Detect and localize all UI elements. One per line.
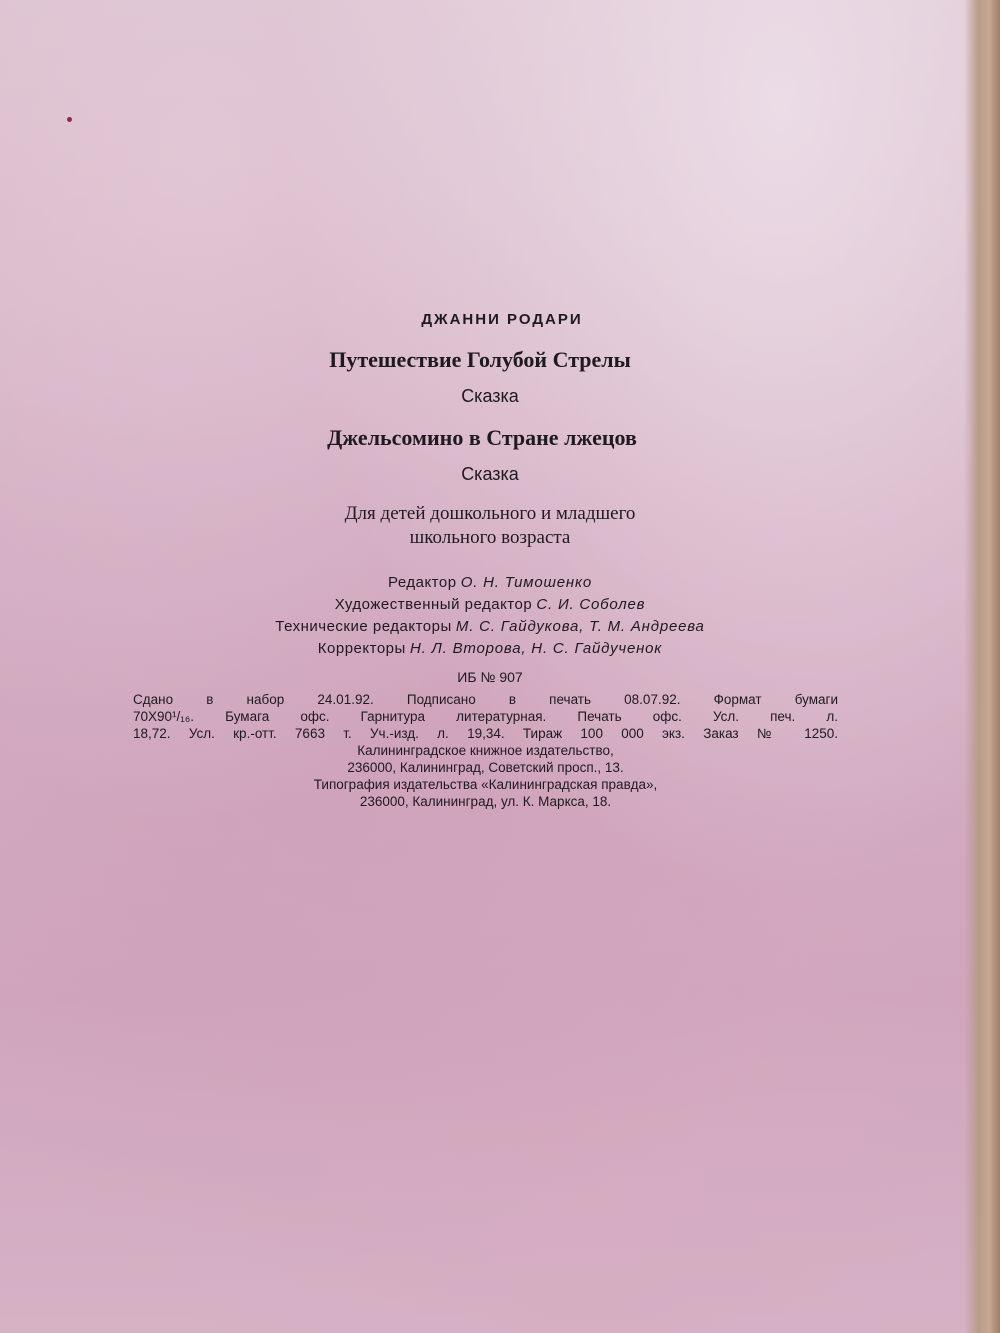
imprint-line: Сдано в набор 24.01.92. Подписано в печать 08.07.92. Формат бумаги — [133, 692, 838, 707]
credit-editor — [0, 572, 980, 594]
page-edge — [964, 0, 1000, 1333]
work-title-1: Путешествие Голубой Стрелы — [329, 347, 631, 372]
publisher-address: 236000, Калининград, Советский просп., 13. — [347, 760, 624, 775]
work-title-2: Джельсомино в Стране лжецов — [327, 425, 637, 450]
imprint-block — [133, 691, 838, 810]
credit-names: М. С. Гайдукова, Т. М. Андреева — [455, 618, 705, 635]
credit-proofreaders — [0, 638, 980, 660]
credit-role: Художественный редактор — [334, 596, 533, 613]
credit-names: О. Н. Тимошенко — [460, 574, 593, 591]
credit-role: Редактор — [387, 574, 457, 591]
printer-address: 236000, Калининград, ул. К. Маркса, 18. — [359, 794, 612, 809]
work-genre-2: Сказка — [461, 464, 519, 484]
publisher-line: Калининградское книжное издательство, — [357, 743, 614, 758]
credit-role: Корректоры — [317, 640, 406, 657]
printer-line: Типография издательства «Калининградская правда», — [313, 777, 658, 792]
credit-names: Н. Л. Второва, Н. С. Гайдученок — [409, 640, 663, 657]
imprint-line: 70Х90¹/₁₆. Бумага офс. Гарнитура литературная. Печать офс. Усл. печ. л. — [133, 709, 838, 724]
credit-names: С. И. Соболев — [536, 596, 646, 613]
credit-art-editor — [0, 594, 980, 616]
credit-role: Технические редакторы — [275, 618, 452, 635]
audience-line-2: школьного возраста — [409, 527, 571, 548]
ink-speck — [67, 117, 72, 122]
work-genre-1: Сказка — [461, 386, 519, 406]
ib-number: ИБ № 907 — [457, 669, 523, 685]
audience-line-1: Для детей дошкольного и младшего — [344, 503, 636, 524]
credit-tech-editors — [0, 616, 980, 638]
author-name: ДЖАННИ РОДАРИ — [421, 311, 583, 328]
imprint-line: 18,72. Усл. кр.-отт. 7663 т. Уч.-изд. л. 19,34. Тираж 100 000 экз. Заказ № 1250. — [133, 726, 838, 741]
editorial-credits — [0, 572, 980, 660]
